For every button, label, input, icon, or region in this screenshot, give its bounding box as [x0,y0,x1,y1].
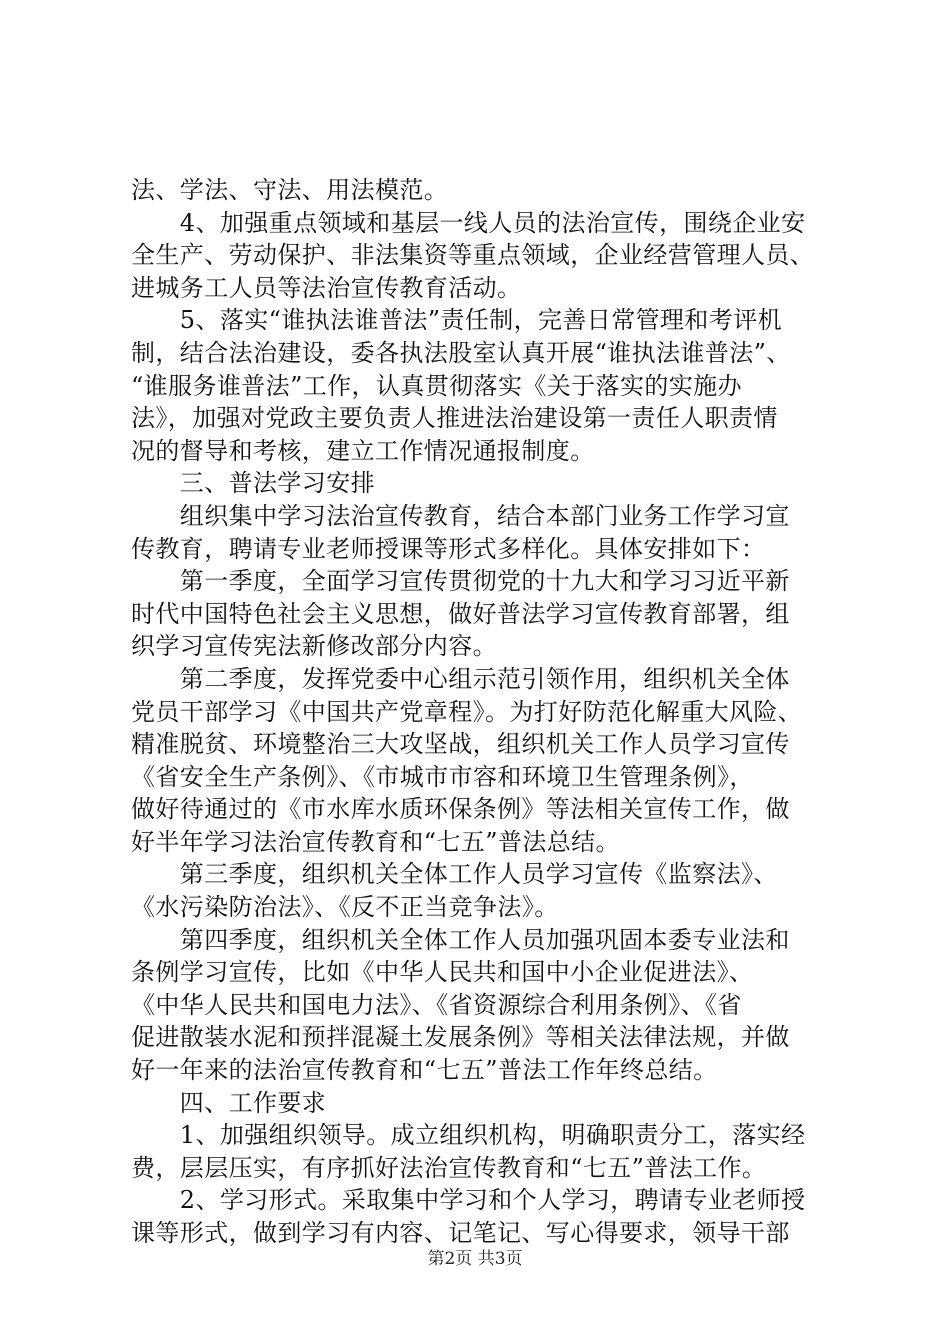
text-line: 法、学法、守法、用法模范。 [131,176,449,204]
text-line: 四、工作要求 [131,1088,327,1117]
text-line: 织学习宣传宪法新修改部分内容。 [131,632,497,661]
text-line: 第四季度，组织机关全体工作人员加强巩固本委专业法和 [131,925,790,954]
text-line: 第三季度，组织机关全体工作人员学习宣传《监察法》、 [131,860,778,889]
text-line: 时代中国特色社会主义思想，做好普法学习宣传教育部署，组 [131,599,790,628]
text-line: 法》，加强对党政主要负责人推进法治建设第一责任人职责情 [131,404,778,433]
text-line: 5、落实“谁执法谁普法”责任制，完善日常管理和考评机 [131,306,783,335]
text-line: 做好待通过的《市水库水质环保条例》等法相关宣传工作，做 [131,795,790,824]
text-line: 制，结合法治建设，委各执法股室认真开展“谁执法谁普法”、 [131,338,791,367]
page-footer: 第2页 共3页 [427,1249,523,1269]
text-line: 促进散装水泥和预拌混凝土发展条例》等相关法律法规，并做 [131,1023,790,1052]
document-body [131,174,831,1250]
text-line: 好半年学习法治宣传教育和“七五”普法总结。 [131,827,620,856]
text-line: 费，层层压实，有序抓好法治宣传教育和“七五”普法工作。 [131,1153,767,1182]
text-line: 第一季度，全面学习宣传贯彻党的十九大和学习习近平新 [131,567,790,596]
text-line: 全生产、劳动保护、非法集资等重点领域，企业经营管理人员、 [131,241,815,270]
text-line: 4、加强重点领域和基层一线人员的法治宣传，围绕企业安 [131,208,806,237]
text-line: “谁服务谁普法”工作，认真贯彻落实《关于落实的实施办 [131,371,742,400]
text-line: 党员干部学习《中国共产党章程》。为打好防范化解重大风险、 [131,697,803,726]
text-line: 进城务工人员等法治宣传教育活动。 [131,273,522,302]
text-line: 条例学习宣传，比如《中华人民共和国中小企业促进法》、 [131,958,754,987]
text-line: 传教育，聘请专业老师授课等形式多样化。具体安排如下： [131,534,766,563]
text-line: 况的督导和考核，建立工作情况通报制度。 [131,436,595,465]
text-line: 三、普法学习安排 [131,469,375,498]
text-line: 1、加强组织领导。成立组织机构，明确职责分工，落实经 [131,1121,806,1150]
text-line: 精准脱贫、环境整治三大攻坚战，组织机关工作人员学习宣传 [131,730,790,759]
text-line: 第二季度，发挥党委中心组示范引领作用，组织机关全体 [131,664,790,693]
text-line: 《省安全生产条例》、《市城市市容和环境卫生管理条例》， [131,762,754,791]
text-line: 2、学习形式。采取集中学习和个人学习，聘请专业老师授 [131,1186,806,1215]
text-line: 好一年来的法治宣传教育和“七五”普法工作年终总结。 [131,1056,718,1085]
text-line: 《水污染防治法》、《反不正当竞争法》。 [131,893,559,922]
text-line: 课等形式，做到学习有内容、记笔记、写心得要求，领导干部 [131,1219,790,1247]
text-line: 组织集中学习法治宣传教育，结合本部门业务工作学习宣 [131,501,790,530]
text-line: 《中华人民共和国电力法》、《省资源综合利用条例》、《省 [131,990,742,1019]
